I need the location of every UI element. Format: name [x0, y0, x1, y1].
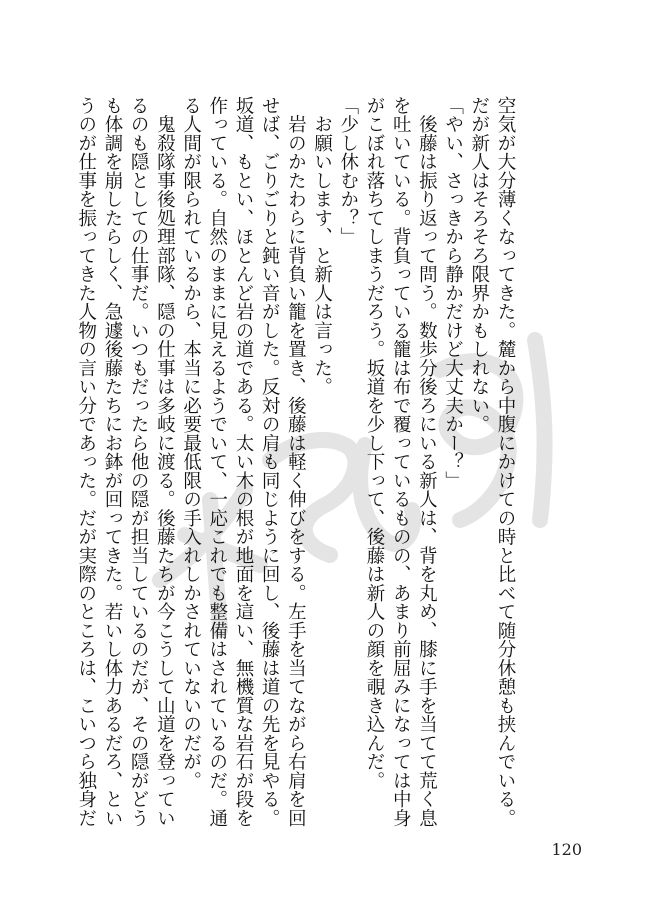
text-line: 鬼殺隊事後処理部隊、隠の仕事は多岐に渡る。後藤たちが今こうして山道を登ってい: [154, 96, 176, 828]
text-line: 「少し休むか？」: [337, 96, 359, 246]
text-line: だが新人はそろそろ限界かもしれない。: [468, 96, 490, 434]
text-line: 「やい、さっきから静かだけど大丈夫かー？」: [442, 96, 464, 490]
text-line: る人間が限られているから、本当に必要最低限の手入れしかされていないのだが。: [180, 96, 202, 790]
text-line: 坂道、もとい、ほとんど岩の道である。太い木の根が地面を這い、無機質な岩石が段を: [232, 96, 254, 828]
text-line: がこぼれ落ちてしまうだろう。坂道を少し下って、後藤は新人の顔を覗き込んだ。: [363, 96, 385, 790]
text-line: 作っている。自然のままに見えるようでいて、一応これでも整備はされているのだ。通: [206, 96, 228, 828]
text-line: 後藤は振り返って問う。数歩分後ろにいる新人は、背を丸め、膝に手を当てて荒く息: [416, 96, 438, 828]
text-line: を吐いている。背負っている籠は布で覆っているものの、あまり前屈みになっては中身: [390, 96, 412, 828]
text-line: も体調を崩したらしく、急遽後藤たちにお鉢が回ってきた。若いし体力あるだろ、とい: [101, 96, 123, 828]
text-line: せば、ごりごりと鈍い音がした。反対の肩も同じように回し、後藤は道の先を見やる。: [259, 96, 281, 828]
text-line: るのも隠としての仕事だ。いつもだったら他の隠が担当しているのだが、その隠がどう: [128, 96, 150, 828]
vertical-text-body: [73, 96, 518, 828]
text-line: うのが仕事を振ってきた人物の言い分であった。だが実際のところは、こいつら独身だ: [75, 96, 97, 828]
text-line: 岩のかたわらに背負い籠を置き、後藤は軽く伸びをする。左手を当てながら右肩を回: [285, 96, 307, 828]
page-number: 120: [551, 840, 582, 859]
text-line: お願いします、と新人は言った。: [311, 96, 333, 396]
text-line: 空気が大分薄くなってきた。麓から中腹にかけての時と比べて随分休憩も挟んでいる。: [495, 96, 516, 828]
